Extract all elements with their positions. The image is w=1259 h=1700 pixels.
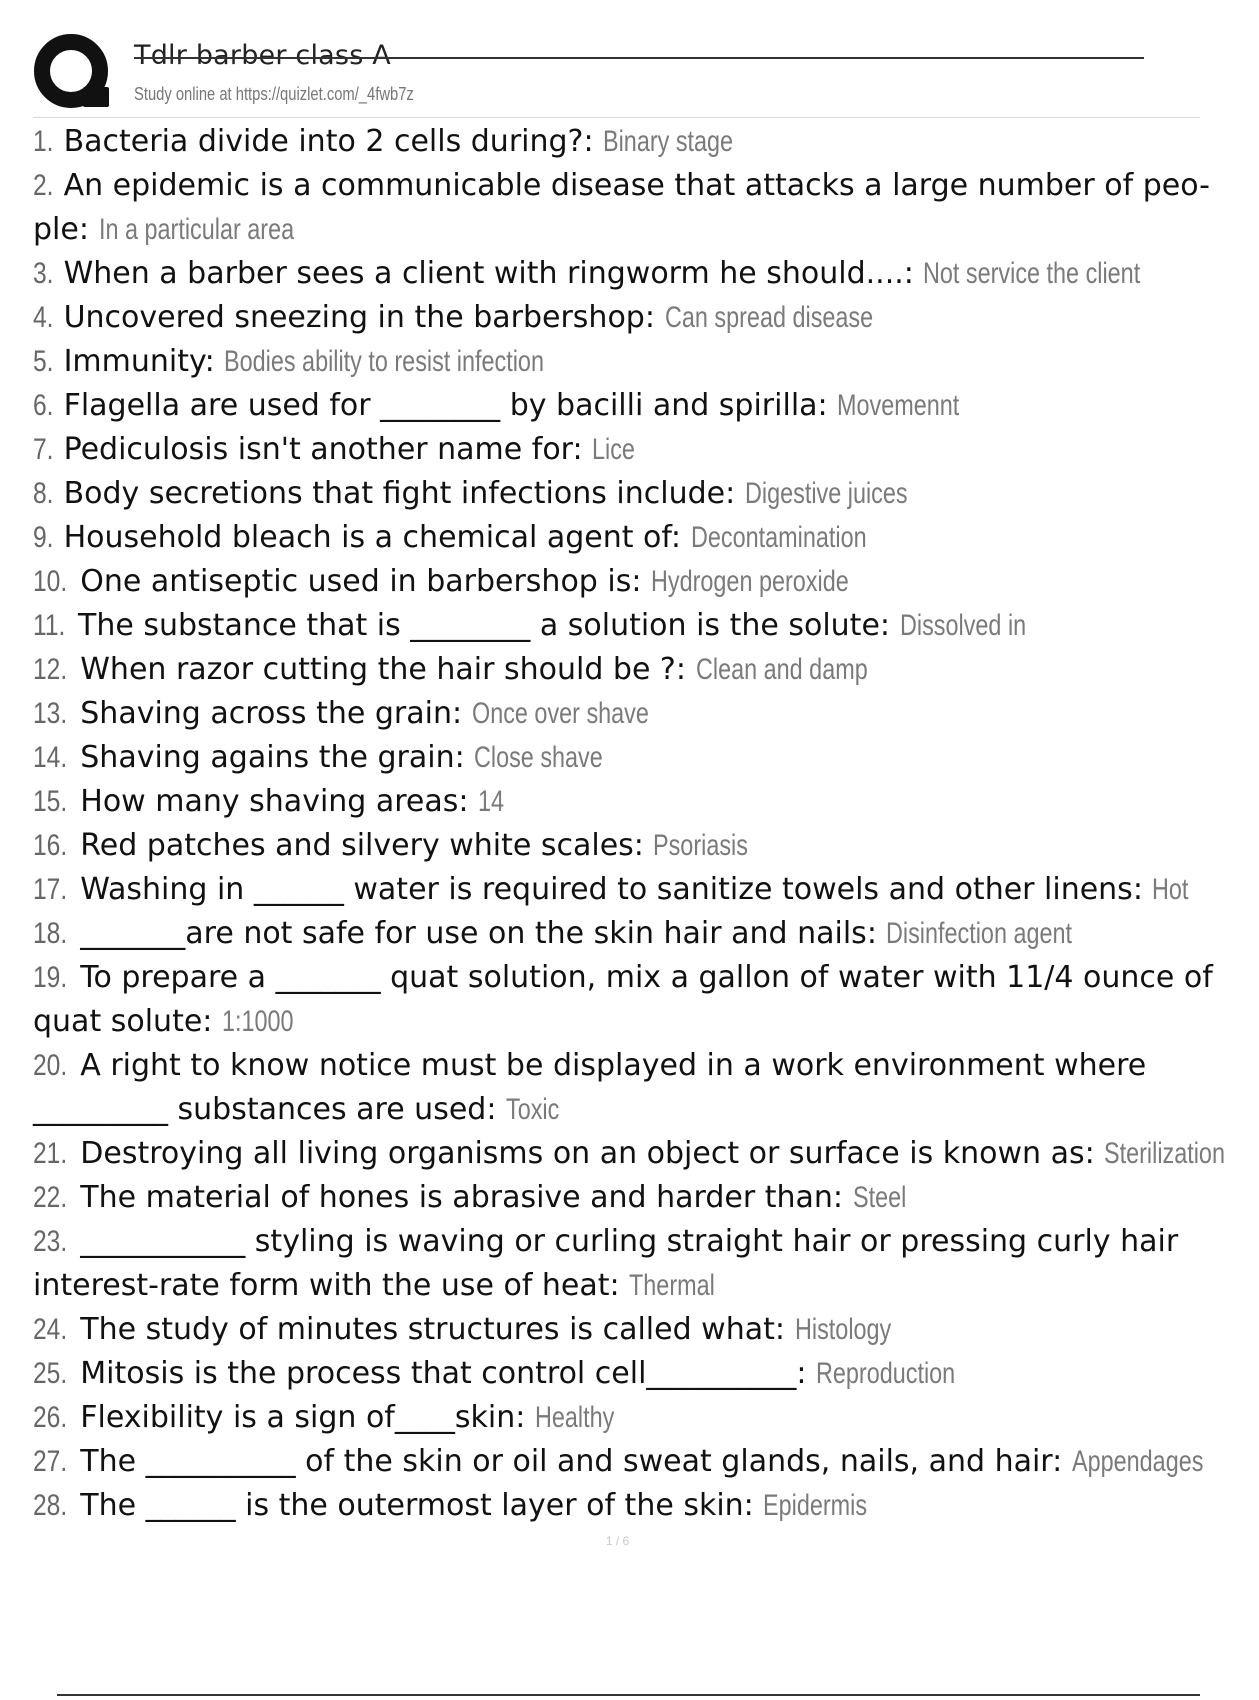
answer-text: Psoriasis xyxy=(653,829,749,862)
qa-item xyxy=(33,824,1200,868)
document-title: Tdlr barber class A xyxy=(134,40,391,71)
question-text: Bacteria divide into 2 cells during?: xyxy=(63,124,594,159)
answer-text: Binary stage xyxy=(603,125,734,158)
question-text: Pediculosis isn't another name for: xyxy=(63,432,583,467)
qa-item xyxy=(33,164,1210,252)
item-number: 20. xyxy=(33,1049,68,1082)
qa-item xyxy=(33,1484,1200,1528)
question-text: Destroying all living organisms on an object or surface is known as: xyxy=(80,1136,1095,1171)
answer-text: Decontamination xyxy=(690,521,867,554)
answer-text: Not service the client xyxy=(923,257,1141,290)
answer-text: Hydrogen peroxide xyxy=(651,565,849,598)
question-text: ___________ styling is waving or curling straight hair or pressing curly hair xyxy=(80,1224,1179,1259)
qa-item xyxy=(33,692,1200,736)
question-text: An epidemic is a communicable disease that attacks a large number of peo- xyxy=(63,168,1210,203)
answer-text: Hot xyxy=(1152,873,1189,906)
answer-text: Histology xyxy=(794,1313,891,1346)
item-number: 9. xyxy=(33,521,54,554)
question-text-continued: quat solute: xyxy=(33,1004,213,1039)
qa-item xyxy=(33,384,1200,428)
question-text: Uncovered sneezing in the barbershop: xyxy=(63,300,655,335)
question-text-continued: _________ substances are used: xyxy=(33,1092,497,1127)
answer-text: Epidermis xyxy=(763,1489,868,1522)
question-text: Mitosis is the process that control cell__________: xyxy=(80,1356,807,1391)
question-text: Flexibility is a sign of____skin: xyxy=(80,1400,526,1435)
item-number: 23. xyxy=(33,1225,68,1258)
answer-text: Close shave xyxy=(474,741,604,774)
question-text: Red patches and silvery white scales: xyxy=(80,828,644,863)
qa-item xyxy=(33,1176,1200,1220)
item-number: 8. xyxy=(33,477,54,510)
qa-item xyxy=(33,736,1200,780)
answer-text: Reproduction xyxy=(816,1357,956,1390)
qa-item xyxy=(33,780,1200,824)
qa-item xyxy=(33,1396,1200,1440)
qa-item xyxy=(33,340,1200,384)
item-number: 3. xyxy=(33,257,54,290)
item-number: 26. xyxy=(33,1401,68,1434)
qa-item xyxy=(33,516,1200,560)
qa-item xyxy=(33,912,1200,956)
answer-text: Disinfection agent xyxy=(886,917,1073,950)
answer-text: 1:1000 xyxy=(221,1005,294,1038)
answer-text: Movemennt xyxy=(837,389,960,422)
answer-text: Dissolved in xyxy=(899,609,1026,642)
answer-text: Bodies ability to resist infection xyxy=(224,345,545,378)
question-text: The material of hones is abrasive and harder than: xyxy=(80,1180,843,1215)
qa-item xyxy=(33,1220,1200,1308)
question-text: The study of minutes structures is called what: xyxy=(80,1312,785,1347)
question-text: A right to know notice must be displayed in a work environment where xyxy=(80,1048,1147,1083)
answer-text: Once over shave xyxy=(471,697,649,730)
qa-item xyxy=(33,1044,1200,1132)
item-number: 14. xyxy=(33,741,68,774)
question-text: Shaving agains the grain: xyxy=(80,740,465,775)
question-text: How many shaving areas: xyxy=(80,784,469,819)
question-text-continued: interest-rate form with the use of heat: xyxy=(33,1268,620,1303)
qa-item xyxy=(33,428,1200,472)
item-number: 4. xyxy=(33,301,54,334)
answer-text: Lice xyxy=(592,433,636,466)
item-number: 15. xyxy=(33,785,68,818)
qa-item xyxy=(33,560,1200,604)
question-text: The substance that is ________ a solution is the solute: xyxy=(78,608,891,643)
answer-text: Digestive juices xyxy=(744,477,908,510)
qa-item xyxy=(33,1308,1200,1352)
item-number: 16. xyxy=(33,829,68,862)
title-strike-line xyxy=(134,57,1144,59)
question-text: The __________ of the skin or oil and sweat glands, nails, and hair: xyxy=(80,1444,1063,1479)
qa-item xyxy=(33,1440,1204,1484)
question-text: Body secretions that fight infections include: xyxy=(63,476,736,511)
item-number: 2. xyxy=(33,169,54,202)
qa-item xyxy=(33,252,1200,296)
answer-text: In a particular area xyxy=(98,213,294,246)
item-number: 7. xyxy=(33,433,54,466)
qa-item xyxy=(33,120,1200,164)
item-number: 11. xyxy=(33,609,66,642)
item-number: 13. xyxy=(33,697,68,730)
item-number: 10. xyxy=(33,565,68,598)
qa-item xyxy=(33,1352,1200,1396)
answer-text: Sterilization xyxy=(1104,1137,1226,1170)
item-number: 28. xyxy=(33,1489,68,1522)
question-text-continued: ple: xyxy=(33,212,89,247)
question-text: Household bleach is a chemical agent of: xyxy=(63,520,681,555)
qa-item xyxy=(33,1132,1226,1176)
answer-text: Clean and damp xyxy=(695,653,868,686)
item-number: 21. xyxy=(33,1137,68,1170)
item-number: 27. xyxy=(33,1445,68,1478)
question-text: Immunity: xyxy=(63,344,215,379)
item-number: 5. xyxy=(33,345,54,378)
question-text: One antiseptic used in barbershop is: xyxy=(80,564,642,599)
answer-text: Appendages xyxy=(1071,1445,1204,1478)
item-number: 24. xyxy=(33,1313,68,1346)
answer-text: Healthy xyxy=(534,1401,615,1434)
item-number: 18. xyxy=(33,917,68,950)
question-text: Washing in ______ water is required to sanitize towels and other linens: xyxy=(80,872,1143,907)
question-text: _______are not safe for use on the skin hair and nails: xyxy=(80,916,877,951)
qa-item xyxy=(33,648,1200,692)
item-number: 22. xyxy=(33,1181,68,1214)
qa-item xyxy=(33,868,1200,912)
question-text: The ______ is the outermost layer of the skin: xyxy=(80,1488,754,1523)
question-text: When a barber sees a client with ringworm he should....: xyxy=(63,256,914,291)
question-text: Flagella are used for ________ by bacilli and spirilla: xyxy=(63,388,828,423)
page-number: 1 / 6 xyxy=(605,1534,630,1548)
question-text: When razor cutting the hair should be ?: xyxy=(80,652,686,687)
answer-text: Thermal xyxy=(629,1269,716,1302)
qa-item xyxy=(33,472,1200,516)
item-number: 19. xyxy=(33,961,68,994)
answer-text: Steel xyxy=(852,1181,906,1214)
study-online-link[interactable]: Study online at https://quizlet.com/_4fwb7z xyxy=(134,84,414,104)
answer-text: Can spread disease xyxy=(664,301,873,334)
item-number: 6. xyxy=(33,389,54,422)
item-number: 12. xyxy=(33,653,68,686)
item-number: 1. xyxy=(33,125,54,158)
qa-item xyxy=(33,296,1200,340)
item-number: 25. xyxy=(33,1357,68,1390)
question-text: Shaving across the grain: xyxy=(80,696,463,731)
answer-text: Toxic xyxy=(505,1093,560,1126)
qa-list xyxy=(33,120,1226,1528)
quizlet-logo-icon xyxy=(33,33,113,113)
question-text: To prepare a _______ quat solution, mix a gallon of water with 11/4 ounce of xyxy=(80,960,1213,995)
qa-item xyxy=(33,956,1213,1044)
item-number: 17. xyxy=(33,873,68,906)
answer-text: 14 xyxy=(478,785,505,818)
footer-divider xyxy=(57,1694,1200,1696)
qa-item xyxy=(33,604,1200,648)
header-divider xyxy=(33,117,1200,118)
